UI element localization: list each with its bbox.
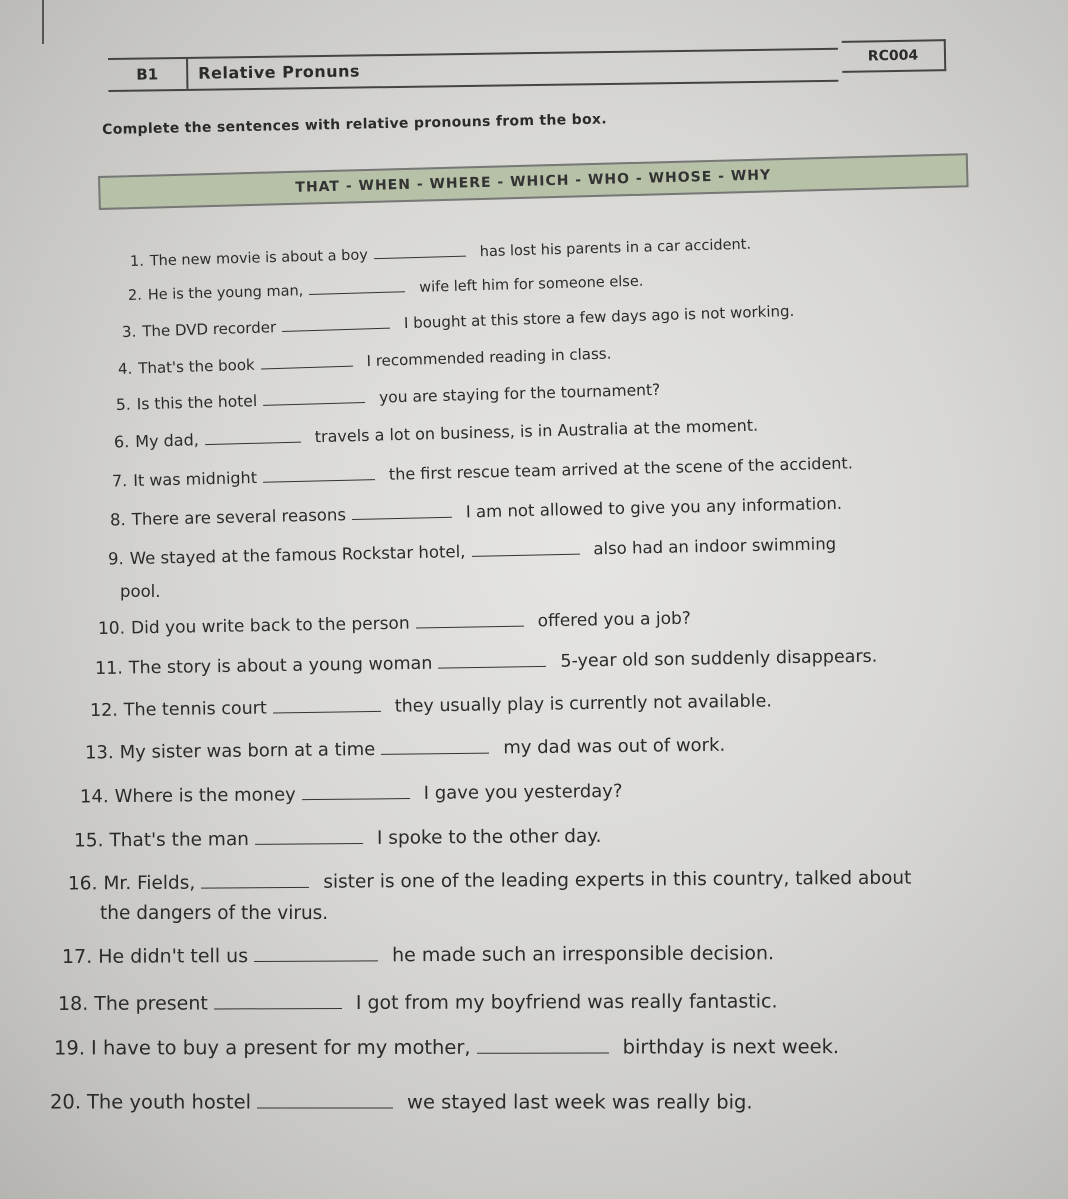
question-item — [85, 735, 725, 764]
answer-blank[interactable] — [254, 959, 378, 962]
question-text-after: also had an indoor swimming — [593, 534, 837, 559]
question-text-before: He didn't tell us — [98, 945, 249, 968]
answer-blank[interactable] — [257, 1107, 393, 1109]
question-item — [58, 990, 778, 1015]
question-number: 18. — [57, 992, 89, 1015]
level-label: B1 — [108, 59, 188, 90]
question-text-before: He is the young man, — [147, 283, 304, 304]
question-text-before: The present — [94, 992, 208, 1015]
question-text-before: The new movie is about a boy — [149, 247, 369, 270]
answer-blank[interactable] — [381, 752, 489, 755]
question-number: 13. — [84, 742, 114, 764]
question-item — [54, 1035, 839, 1059]
answer-blank[interactable] — [282, 327, 390, 332]
question-item — [74, 826, 602, 852]
answer-blank[interactable] — [214, 1007, 342, 1009]
question-item — [128, 274, 644, 304]
question-item — [110, 494, 842, 530]
question-number: 7. — [111, 471, 128, 491]
question-text-after: you are staying for the tournament? — [378, 380, 661, 407]
question-item — [130, 237, 751, 270]
question-text-after: birthday is next week. — [622, 1035, 840, 1059]
question-number: 12. — [89, 700, 118, 721]
answer-blank[interactable] — [255, 842, 363, 845]
question-number: 14. — [79, 786, 109, 808]
question-text-after: I got from my boyfriend was really fantastic. — [355, 990, 778, 1014]
question-item — [118, 345, 612, 378]
question-item — [122, 302, 795, 341]
question-text-after: I bought at this store a few days ago is not working. — [403, 301, 795, 333]
question-text-after: sister is one of the leading experts in this country, talked about — [323, 867, 912, 893]
question-number: 8. — [109, 510, 126, 530]
question-text-before: Did you write back to the person — [130, 613, 410, 639]
answer-blank[interactable] — [438, 665, 546, 669]
question-text-before: Mr. Fields, — [103, 872, 196, 895]
question-text-before: My sister was born at a time — [119, 738, 376, 764]
question-text-after: my dad was out of work. — [503, 734, 726, 759]
question-item — [80, 781, 623, 808]
answer-blank[interactable] — [374, 255, 466, 260]
instructions: Complete the sentences with relative pronouns from the box. — [102, 111, 608, 138]
question-item — [95, 647, 878, 679]
question-text-before: The DVD recorder — [142, 318, 277, 341]
question-number: 4. — [117, 359, 133, 378]
question-text-after: has lost his parents in a car accident. — [479, 236, 752, 261]
question-number: 16. — [67, 873, 98, 895]
question-number: 1. — [129, 253, 145, 270]
question-number: 11. — [94, 658, 123, 679]
question-text-before: I have to buy a present for my mother, — [90, 1035, 471, 1060]
question-item — [116, 381, 661, 414]
question-text-after: 5-year old son suddenly disappears. — [560, 646, 878, 672]
question-item — [112, 453, 853, 490]
question-text-before: It was midnight — [133, 467, 258, 490]
question-continuation: pool. — [120, 582, 161, 602]
question-number: 9. — [107, 549, 124, 569]
question-item — [62, 942, 774, 968]
word-box: THAT - WHEN - WHERE - WHICH - WHO - WHOSE - WHY — [98, 153, 969, 210]
question-text-after: offered you a job? — [537, 608, 692, 632]
question-number: 10. — [97, 618, 126, 639]
question-text-before: There are several reasons — [131, 505, 347, 530]
question-text-after: they usually play is currently not available. — [394, 691, 773, 717]
answer-blank[interactable] — [309, 290, 405, 295]
question-text-after: I gave you yesterday? — [423, 780, 623, 804]
question-text-before: The story is about a young woman — [128, 653, 433, 679]
question-continuation: the dangers of the virus. — [100, 902, 329, 924]
answer-blank[interactable] — [205, 441, 301, 446]
question-text-before: The tennis court — [123, 698, 267, 721]
answer-blank[interactable] — [273, 710, 381, 714]
question-text-after: he made such an irresponsible decision. — [392, 942, 775, 967]
question-item — [50, 1091, 753, 1114]
question-item — [108, 534, 837, 568]
answer-blank[interactable] — [261, 365, 353, 370]
answer-blank[interactable] — [263, 478, 375, 483]
question-number: 2. — [127, 287, 143, 304]
question-text-before: Is this the hotel — [136, 392, 258, 414]
answer-blank[interactable] — [302, 797, 410, 800]
question-text-before: That's the book — [138, 355, 255, 378]
question-item — [90, 691, 772, 721]
margin-line — [42, 0, 44, 44]
worksheet-title: Relative Pronuns — [198, 61, 361, 83]
answer-blank[interactable] — [352, 516, 452, 520]
answer-blank[interactable] — [263, 401, 365, 406]
question-number: 15. — [73, 830, 104, 852]
question-number: 19. — [53, 1036, 86, 1060]
question-text-before: The youth hostel — [87, 1090, 252, 1114]
answer-blank[interactable] — [477, 1052, 609, 1054]
answer-blank[interactable] — [471, 553, 579, 557]
question-text-after: travels a lot on business, is in Australia at the moment. — [314, 415, 759, 447]
question-number: 3. — [121, 322, 137, 341]
answer-blank[interactable] — [201, 886, 309, 889]
question-text-after: wife left him for someone else. — [419, 273, 644, 296]
question-text-before: Where is the money — [114, 784, 296, 808]
question-number: 17. — [61, 945, 93, 968]
question-number: 20. — [50, 1090, 82, 1114]
question-text-before: That's the man — [109, 828, 250, 852]
answer-blank[interactable] — [416, 625, 524, 629]
question-text-after: I spoke to the other day. — [376, 825, 602, 849]
question-item — [98, 609, 691, 639]
question-text-after: I am not allowed to give you any information. — [465, 493, 843, 522]
worksheet-header — [108, 48, 838, 92]
question-item — [114, 416, 759, 452]
question-text-before: We stayed at the famous Rockstar hotel, — [129, 542, 466, 569]
worksheet-code: RC004 — [842, 39, 947, 73]
question-number: 5. — [115, 395, 132, 414]
question-text-after: I recommended reading in class. — [366, 344, 612, 371]
question-text-after: the first rescue team arrived at the scene of the accident. — [388, 453, 854, 484]
question-item — [68, 868, 912, 895]
question-number: 6. — [113, 432, 130, 452]
question-text-before: My dad, — [135, 430, 200, 451]
question-text-after: we stayed last week was really big. — [407, 1090, 753, 1114]
